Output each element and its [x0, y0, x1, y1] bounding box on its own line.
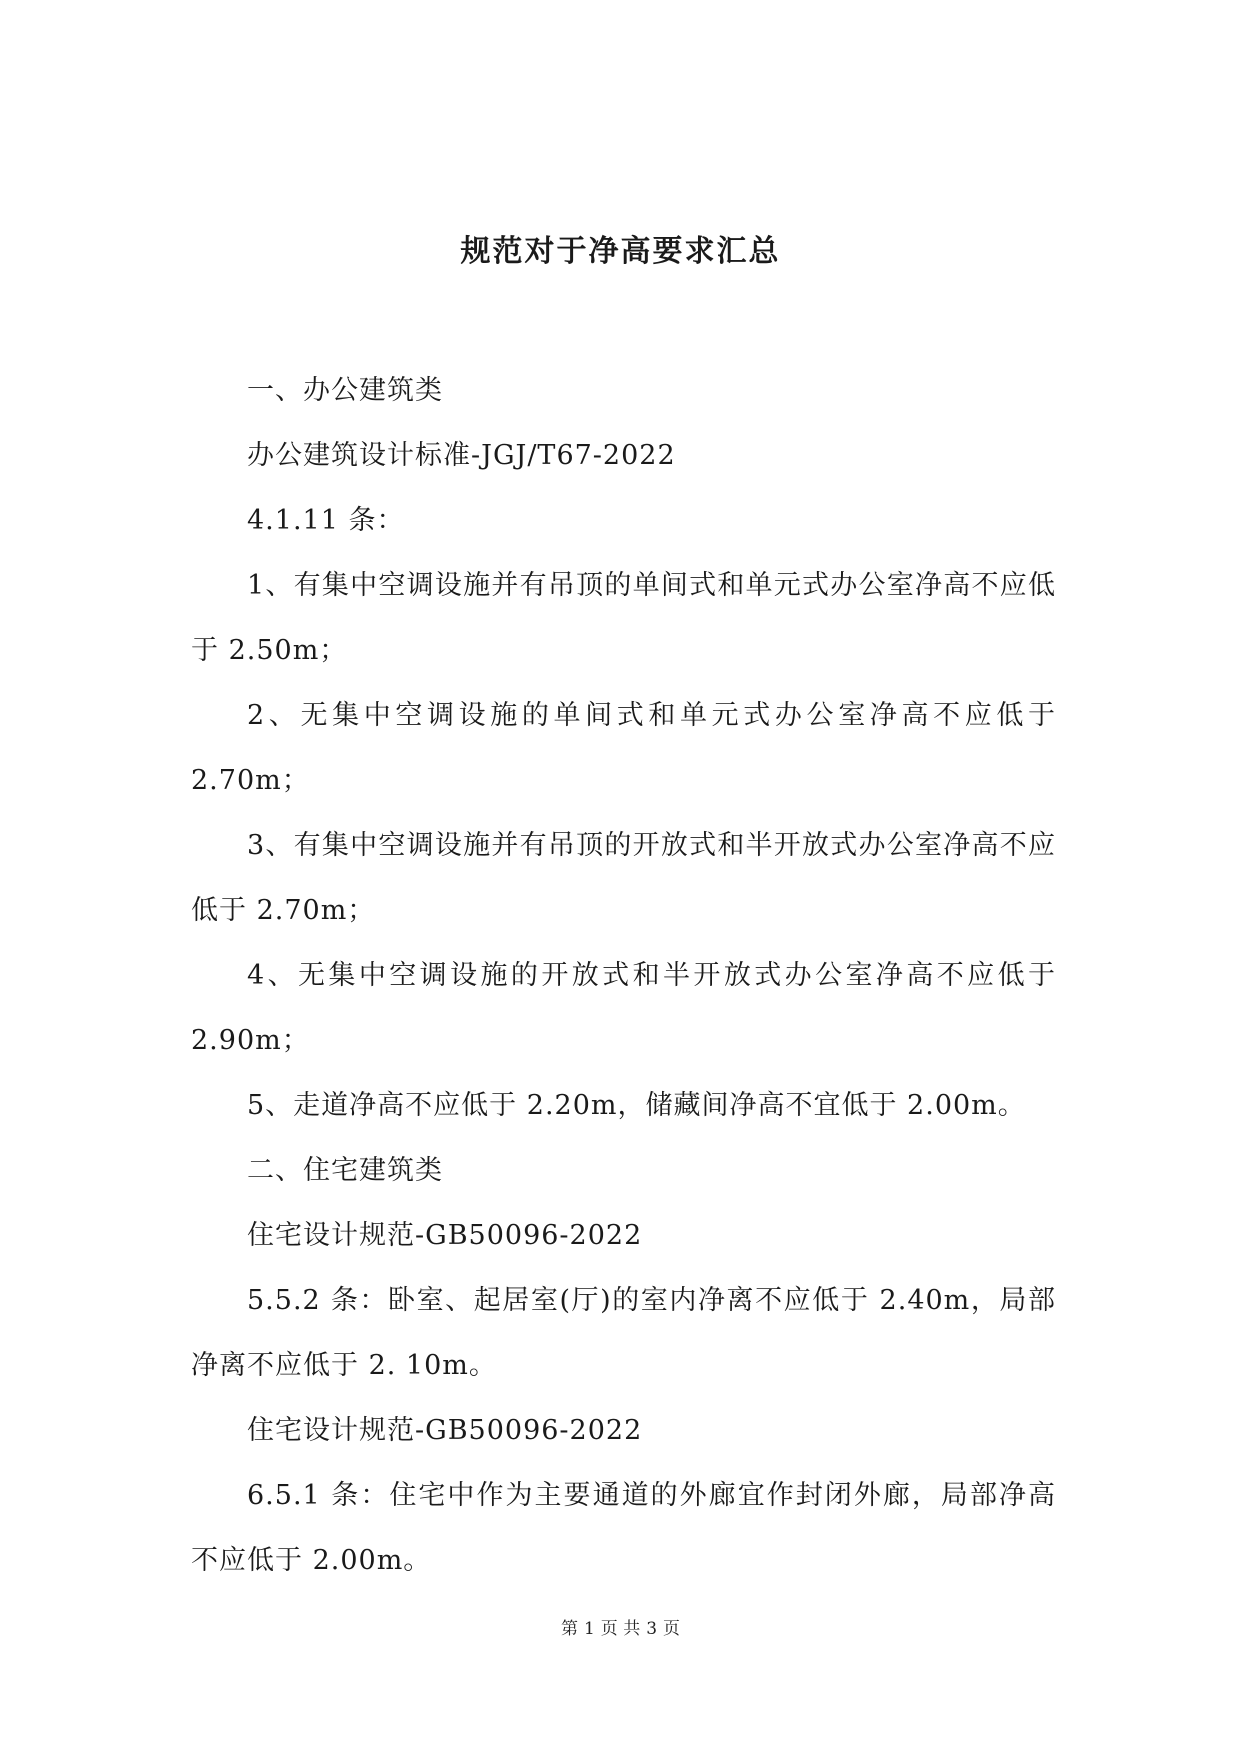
page-footer [0, 1614, 1241, 1639]
footer-middle: 页 共 [600, 1619, 641, 1639]
requirement-item-4: 4、无集中空调设施的开放式和半开放式办公室净高不应低于 2.90m； [191, 960, 1056, 1056]
clause-number-4-1-11: 4.1.11 条： [247, 505, 405, 536]
requirement-item-3: 3、有集中空调设施并有吊顶的开放式和半开放式办公室净高不应低于 2.70m； [191, 830, 1056, 926]
section-heading-residential: 二、住宅建筑类 [247, 1155, 443, 1186]
requirement-item-5: 5、走道净高不应低于 2.20m，储藏间净高不宜低于 2.00m。 [247, 1090, 1026, 1121]
section-heading-office: 一、办公建筑类 [247, 375, 443, 406]
clause-5-5-2: 5.5.2 条：卧室、起居室(厅)的室内净离不应低于 2.40m，局部净离不应低于 2. 10m。 [191, 1285, 1056, 1381]
footer-page-number: 1 [583, 1619, 595, 1639]
clause-6-5-1: 6.5.1 条：住宅中作为主要通道的外廊宜作封闭外廊，局部净高不应低于 2.00m。 [191, 1480, 1056, 1576]
requirement-item-2: 2、无集中空调设施的单间式和单元式办公室净高不应低于 2.70m； [191, 700, 1056, 796]
footer-total-pages: 3 [646, 1619, 658, 1639]
standard-reference-office: 办公建筑设计标准-JGJ/T67-2022 [247, 440, 676, 471]
standard-reference-residential-2: 住宅设计规范-GB50096-2022 [247, 1415, 643, 1446]
standard-reference-residential-1: 住宅设计规范-GB50096-2022 [247, 1220, 643, 1251]
footer-prefix: 第 [560, 1619, 578, 1639]
document-body [191, 358, 1056, 1593]
footer-suffix: 页 [663, 1619, 681, 1639]
requirement-item-1: 1、有集中空调设施并有吊顶的单间式和单元式办公室净高不应低于 2.50m； [191, 570, 1056, 666]
document-title: 规范对于净高要求汇总 [460, 234, 781, 269]
